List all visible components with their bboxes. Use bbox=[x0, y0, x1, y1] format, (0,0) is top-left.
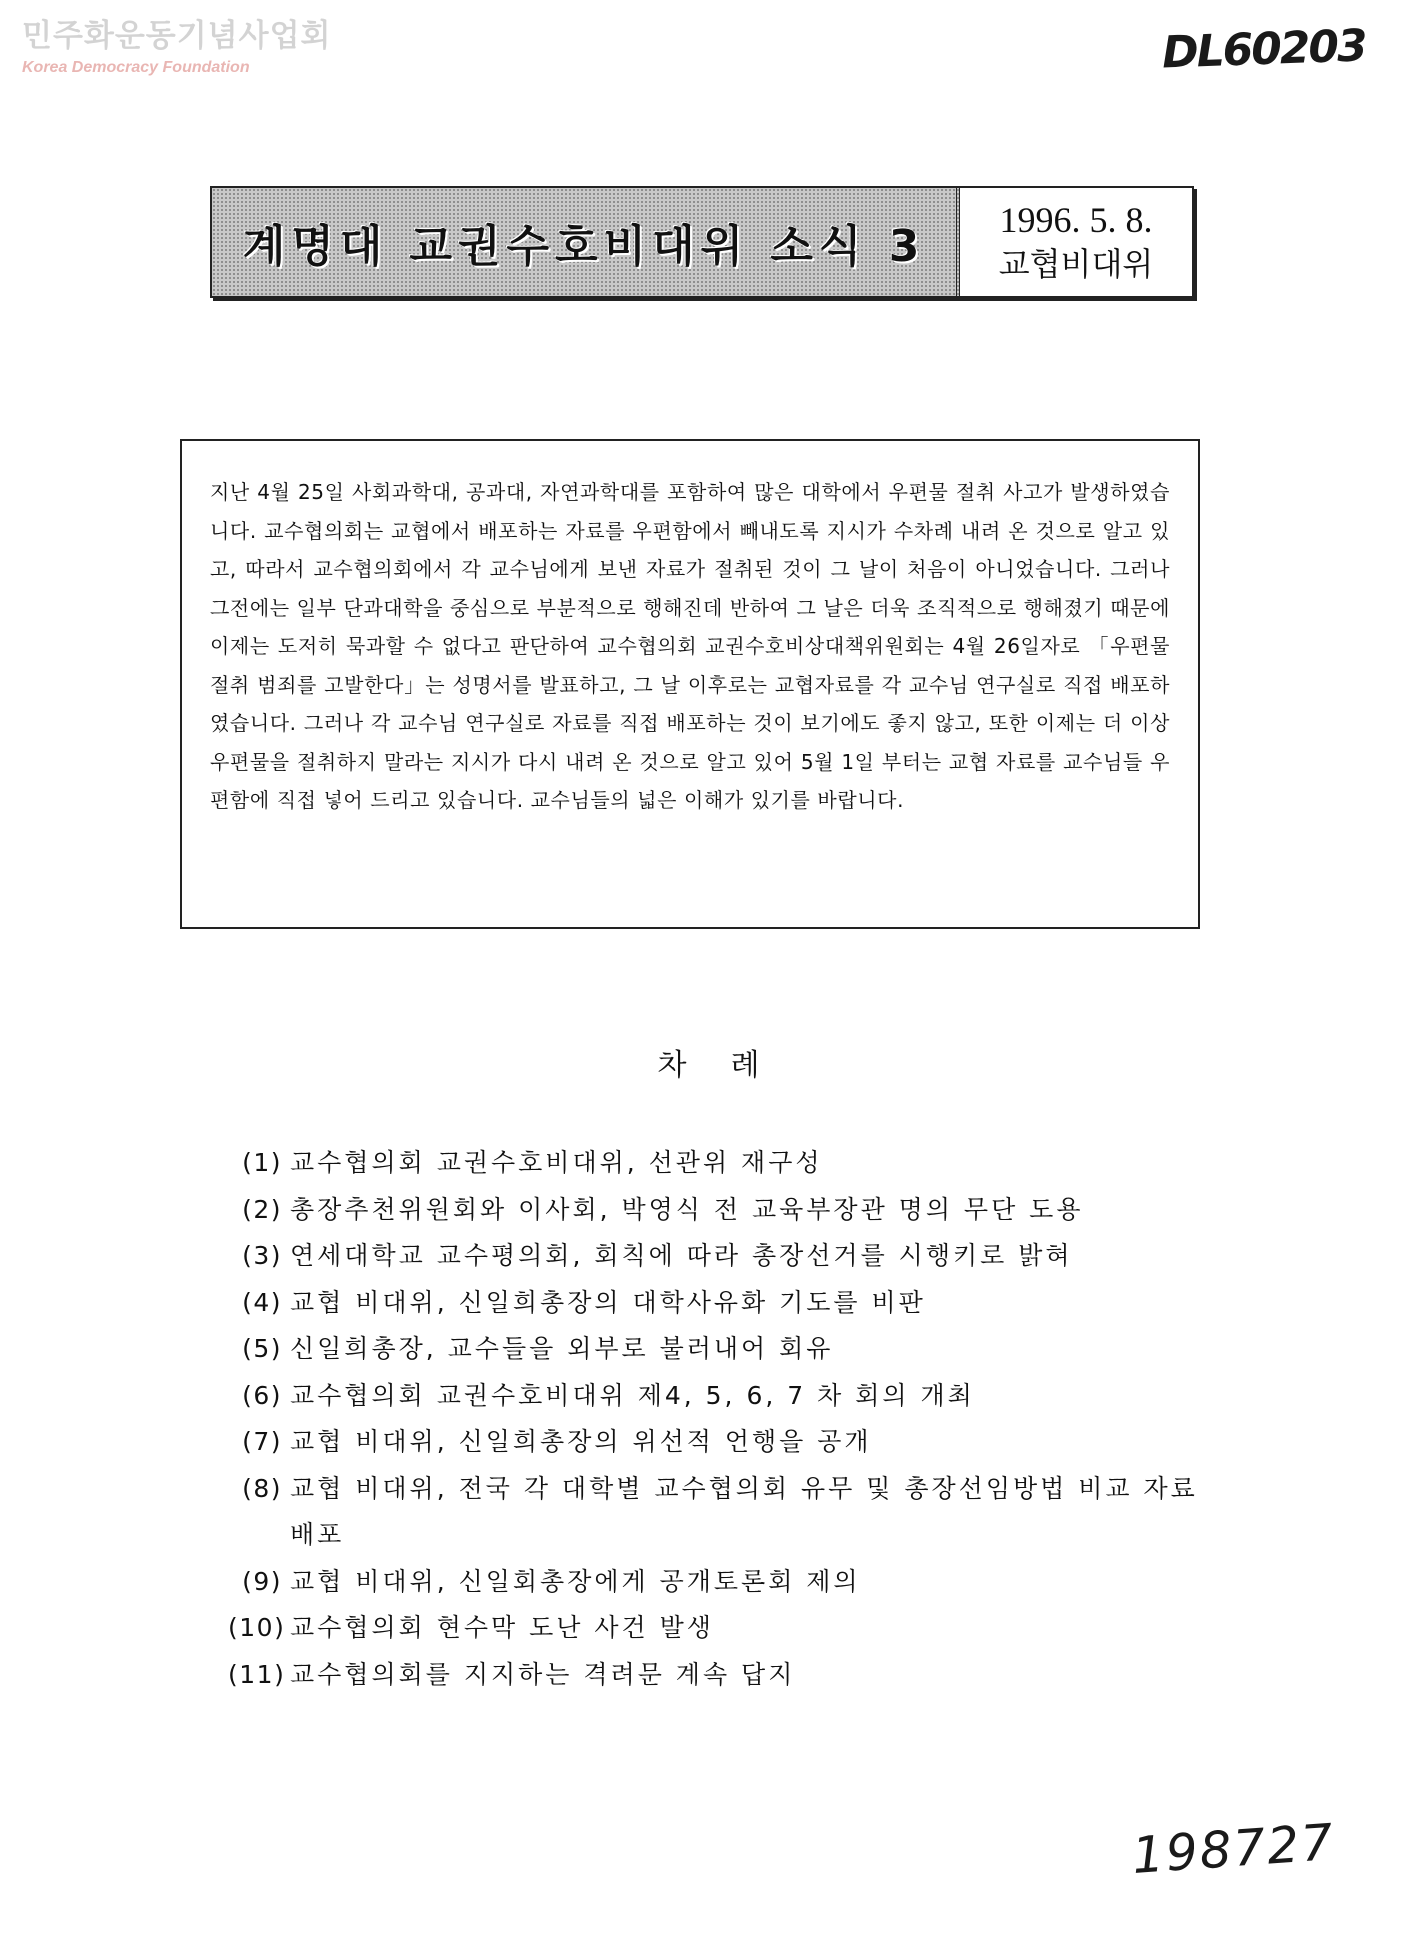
handwritten-archive-code: DL60203 bbox=[1161, 20, 1367, 79]
toc-item-text: 교수협의회 현수막 도난 사건 발생 bbox=[290, 1613, 714, 1642]
handwritten-number: 198727 bbox=[1130, 1812, 1337, 1886]
toc-item-number: (5) bbox=[242, 1334, 282, 1363]
toc-item-text: 총장추천위원회와 이사회, 박영식 전 교육부장관 명의 무단 도용 bbox=[290, 1194, 1084, 1224]
toc-item-text: 교협 비대위, 신일회총장에게 공개토론회 제의 bbox=[290, 1566, 861, 1596]
table-of-contents bbox=[228, 1140, 1218, 1698]
toc-item bbox=[228, 1373, 1218, 1420]
toc-item bbox=[228, 1280, 1218, 1327]
toc-item-number: (6) bbox=[242, 1380, 282, 1410]
toc-item-text: 교수협의회 교권수호비대위 제4, 5, 6, 7 차 회의 개최 bbox=[290, 1380, 975, 1410]
watermark-korean: 민주화운동기념사업회 bbox=[22, 18, 332, 54]
toc-item-number: (2) bbox=[242, 1194, 282, 1224]
toc-item bbox=[228, 1605, 1218, 1652]
banner-date-panel bbox=[960, 188, 1192, 296]
watermark-english: Korea Democracy Foundation bbox=[22, 59, 250, 76]
toc-item-number: (8) bbox=[242, 1473, 282, 1503]
toc-item-text: 교수협의회를 지지하는 격려문 계속 답지 bbox=[290, 1659, 796, 1689]
toc-item-text: 연세대학교 교수평의회, 회칙에 따라 총장선거를 시행키로 밝혀 bbox=[290, 1241, 1073, 1270]
toc-item-text: 교협 비대위, 전국 각 대학별 교수협의회 유무 및 총장선임방법 비교 자료 배포 bbox=[290, 1473, 1198, 1549]
toc-item-text: 신일희총장, 교수들을 외부로 불러내어 회유 bbox=[290, 1334, 834, 1363]
newsletter-banner bbox=[210, 186, 1194, 298]
toc-item-number: (4) bbox=[242, 1287, 282, 1317]
toc-item bbox=[228, 1559, 1218, 1606]
toc-item-number: (1) bbox=[242, 1148, 282, 1177]
toc-item bbox=[228, 1466, 1218, 1559]
toc-item bbox=[228, 1140, 1218, 1187]
newsletter-title: 계명대 교권수호비대위 소식 3 bbox=[242, 221, 926, 272]
toc-item-text: 교협 비대위, 신일희총장의 위선적 언행을 공개 bbox=[290, 1427, 872, 1456]
toc-item bbox=[228, 1233, 1218, 1280]
toc-item bbox=[228, 1419, 1218, 1466]
issue-date: 1996. 5. 8. bbox=[999, 200, 1153, 240]
toc-item-number: (3) bbox=[242, 1241, 282, 1270]
toc-item-number: (7) bbox=[242, 1427, 282, 1456]
toc-item bbox=[228, 1652, 1218, 1699]
toc-item-text: 교수협의회 교권수호비대위, 선관위 재구성 bbox=[290, 1148, 823, 1177]
toc-item bbox=[228, 1187, 1218, 1234]
notice-text: 지난 4월 25일 사회과학대, 공과대, 자연과학대를 포함하여 많은 대학에서 우편물 절취 사고가 발생하였습니다. 교수협의회는 교협에서 배포하는 자료를 우편함에서 빼내도록 지시가 수차례 내려 온 것으로 알고 있고, 따라서 교수협의회에서 각 교수님에게 보낸 자료가 절취된 것이 그 날이 처음이 아니었습니다. 그러나 그전에는 일부 단과대학을 중심으로 부분적으로 행해진데 반하여 그 날은 더욱 조직적으로 행해졌기 때문에 이제는 도저히 묵과할 수 없다고 판단하여 교수협의회 교권수호비상대책위원회는 4월 26일자로 「우편물 절취 범죄를 고발한다」는 성명서를 발표하고, 그 날 이후로는 교협자료를 각 교수님 연구실로 직접 배포하였습니다. 그러나 각 교수님 연구실로 자료를 직접 배포하는 것이 보기에도 좋지 않고, 또한 이제는 더 이상 우편물을 절취하지 말라는 지시가 다시 내려 온 것으로 알고 있어 5월 1일 부터는 교협 자료를 교수님들 우편함에 직접 넣어 드리고 있습니다. 교수님들의 넓은 이해가 있기를 바랍니다. bbox=[210, 480, 1170, 812]
notice-box bbox=[180, 439, 1200, 929]
banner-title-panel bbox=[212, 188, 960, 296]
issuing-organization: 교협비대위 bbox=[998, 245, 1154, 283]
toc-item-text: 교협 비대위, 신일희총장의 대학사유화 기도를 비판 bbox=[290, 1287, 926, 1317]
toc-item-number: (9) bbox=[242, 1566, 282, 1596]
toc-item-number: (11) bbox=[228, 1659, 286, 1689]
watermark bbox=[22, 18, 331, 78]
toc-heading: 차례 bbox=[657, 1048, 804, 1083]
toc-item-number: (10) bbox=[228, 1613, 286, 1642]
toc-item bbox=[228, 1326, 1218, 1373]
